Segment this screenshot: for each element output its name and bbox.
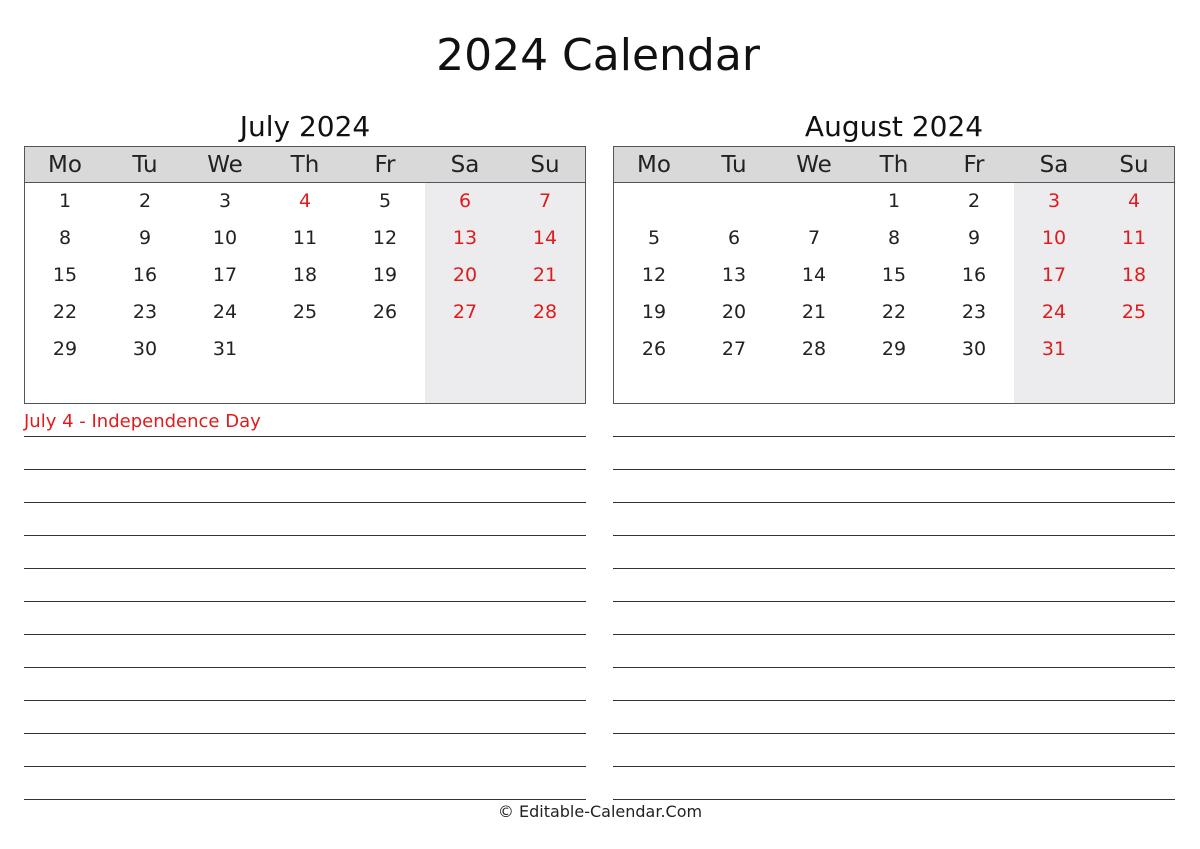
month-title: August 2024	[804, 110, 984, 143]
day-cell: 27	[721, 338, 747, 360]
day-cell: 17	[1041, 264, 1067, 286]
day-cell: 9	[967, 227, 981, 249]
week-row	[25, 257, 585, 294]
day-cell: 10	[212, 227, 238, 249]
day-cell: 24	[212, 301, 238, 323]
day-cell: 24	[1041, 301, 1067, 323]
week-row	[25, 183, 585, 220]
page-title: 2024 Calendar	[436, 30, 760, 81]
day-cell: 5	[647, 227, 661, 249]
note-line[interactable]	[24, 635, 586, 668]
note-line[interactable]	[613, 635, 1175, 668]
weekday-header: Th	[290, 152, 320, 178]
day-cell: 31	[1041, 338, 1067, 360]
weeks	[25, 183, 585, 405]
note-line[interactable]	[613, 503, 1175, 536]
weekday-header-row	[614, 147, 1174, 183]
day-cell: 17	[212, 264, 238, 286]
day-cell: 22	[881, 301, 907, 323]
weekday-header: Fr	[374, 152, 396, 178]
day-cell: 12	[372, 227, 398, 249]
day-cell: 23	[961, 301, 987, 323]
empty-day-cell	[265, 368, 345, 405]
day-cell: 11	[1121, 227, 1147, 249]
day-cell: 19	[641, 301, 667, 323]
note-line[interactable]	[24, 536, 586, 569]
weekday-header: Tu	[721, 152, 747, 178]
empty-day-cell	[854, 368, 934, 405]
note-line[interactable]	[613, 569, 1175, 602]
day-cell: 25	[1121, 301, 1147, 323]
day-cell: 15	[881, 264, 907, 286]
empty-day-cell	[505, 331, 585, 368]
empty-day-cell	[934, 368, 1014, 405]
empty-day-cell	[1094, 331, 1174, 368]
empty-day-cell	[774, 183, 854, 220]
day-cell: 14	[801, 264, 827, 286]
day-cell: 12	[641, 264, 667, 286]
empty-day-cell	[614, 183, 694, 220]
weekday-header: Mo	[48, 152, 82, 178]
day-cell: 7	[807, 227, 821, 249]
day-cell: 27	[452, 301, 478, 323]
day-cell: 30	[961, 338, 987, 360]
note-line[interactable]	[24, 404, 586, 437]
empty-day-cell	[694, 368, 774, 405]
week-row	[614, 331, 1174, 368]
day-cell: 2	[967, 190, 981, 212]
day-cell: 11	[292, 227, 318, 249]
week-row	[25, 368, 585, 405]
note-line[interactable]	[24, 470, 586, 503]
empty-day-cell	[25, 368, 105, 405]
note-line[interactable]	[24, 602, 586, 635]
empty-day-cell	[1094, 368, 1174, 405]
week-row	[614, 294, 1174, 331]
day-cell: 7	[538, 190, 552, 212]
empty-day-cell	[614, 368, 694, 405]
day-cell: 4	[298, 190, 312, 212]
day-cell: 29	[881, 338, 907, 360]
weekday-header: Su	[530, 152, 560, 178]
note-line[interactable]	[24, 734, 586, 767]
notes-area	[24, 404, 586, 800]
day-cell: 6	[727, 227, 741, 249]
weekday-header: Su	[1119, 152, 1149, 178]
copyright-footer: © Editable-Calendar.Com	[497, 802, 703, 821]
day-cell: 13	[721, 264, 747, 286]
day-cell: 16	[961, 264, 987, 286]
note-line[interactable]	[613, 437, 1175, 470]
day-cell: 21	[801, 301, 827, 323]
month-august	[613, 108, 1175, 800]
empty-day-cell	[694, 183, 774, 220]
day-cell: 1	[58, 190, 72, 212]
day-cell: 20	[721, 301, 747, 323]
day-cell: 3	[218, 190, 232, 212]
week-row	[614, 220, 1174, 257]
day-cell: 21	[532, 264, 558, 286]
day-cell: 19	[372, 264, 398, 286]
day-cell: 1	[887, 190, 901, 212]
day-cell: 20	[452, 264, 478, 286]
note-line[interactable]	[613, 404, 1175, 437]
day-cell: 5	[378, 190, 392, 212]
day-cell: 8	[58, 227, 72, 249]
day-cell: 3	[1047, 190, 1061, 212]
empty-day-cell	[185, 368, 265, 405]
day-cell: 22	[52, 301, 78, 323]
empty-day-cell	[505, 368, 585, 405]
day-cell: 10	[1041, 227, 1067, 249]
day-cell: 8	[887, 227, 901, 249]
weekday-header: Sa	[1039, 152, 1069, 178]
note-line[interactable]	[613, 470, 1175, 503]
day-cell: 6	[458, 190, 472, 212]
calendar-grid	[24, 146, 586, 404]
day-cell: 29	[52, 338, 78, 360]
empty-day-cell	[425, 331, 505, 368]
month-july	[24, 108, 586, 800]
day-cell: 2	[138, 190, 152, 212]
empty-day-cell	[425, 368, 505, 405]
empty-day-cell	[345, 331, 425, 368]
note-line[interactable]	[24, 503, 586, 536]
day-cell: 4	[1127, 190, 1141, 212]
day-cell: 26	[372, 301, 398, 323]
note-line[interactable]	[613, 536, 1175, 569]
day-cell: 14	[532, 227, 558, 249]
day-cell: 16	[132, 264, 158, 286]
notes-area	[613, 404, 1175, 800]
day-cell: 13	[452, 227, 478, 249]
day-cell: 9	[138, 227, 152, 249]
day-cell: 31	[212, 338, 238, 360]
week-row	[25, 220, 585, 257]
note-line[interactable]	[613, 767, 1175, 800]
empty-day-cell	[774, 368, 854, 405]
note-line[interactable]	[613, 734, 1175, 767]
day-cell: 25	[292, 301, 318, 323]
holiday-note: July 4 - Independence Day	[24, 411, 261, 432]
day-cell: 28	[801, 338, 827, 360]
day-cell: 18	[292, 264, 318, 286]
weekday-header: Th	[879, 152, 909, 178]
weekday-header: We	[796, 152, 832, 178]
week-row	[614, 183, 1174, 220]
note-line[interactable]	[613, 701, 1175, 734]
note-line[interactable]	[24, 569, 586, 602]
day-cell: 28	[532, 301, 558, 323]
weekday-header: We	[207, 152, 243, 178]
empty-day-cell	[1014, 368, 1094, 405]
week-row	[614, 257, 1174, 294]
day-cell: 15	[52, 264, 78, 286]
weekday-header: Tu	[132, 152, 158, 178]
calendar-grid	[613, 146, 1175, 404]
empty-day-cell	[105, 368, 185, 405]
day-cell: 30	[132, 338, 158, 360]
week-row	[25, 294, 585, 331]
note-line[interactable]	[613, 602, 1175, 635]
note-line[interactable]	[613, 668, 1175, 701]
day-cell: 18	[1121, 264, 1147, 286]
empty-day-cell	[265, 331, 345, 368]
week-row	[25, 331, 585, 368]
note-line[interactable]	[24, 437, 586, 470]
note-line[interactable]	[24, 701, 586, 734]
weeks	[614, 183, 1174, 405]
day-cell: 26	[641, 338, 667, 360]
week-row	[614, 368, 1174, 405]
note-line[interactable]	[24, 767, 586, 800]
weekday-header: Mo	[637, 152, 671, 178]
weekday-header-row	[25, 147, 585, 183]
note-line[interactable]	[24, 668, 586, 701]
month-title: July 2024	[239, 110, 371, 143]
weekday-header: Fr	[963, 152, 985, 178]
weekday-header: Sa	[450, 152, 480, 178]
day-cell: 23	[132, 301, 158, 323]
empty-day-cell	[345, 368, 425, 405]
